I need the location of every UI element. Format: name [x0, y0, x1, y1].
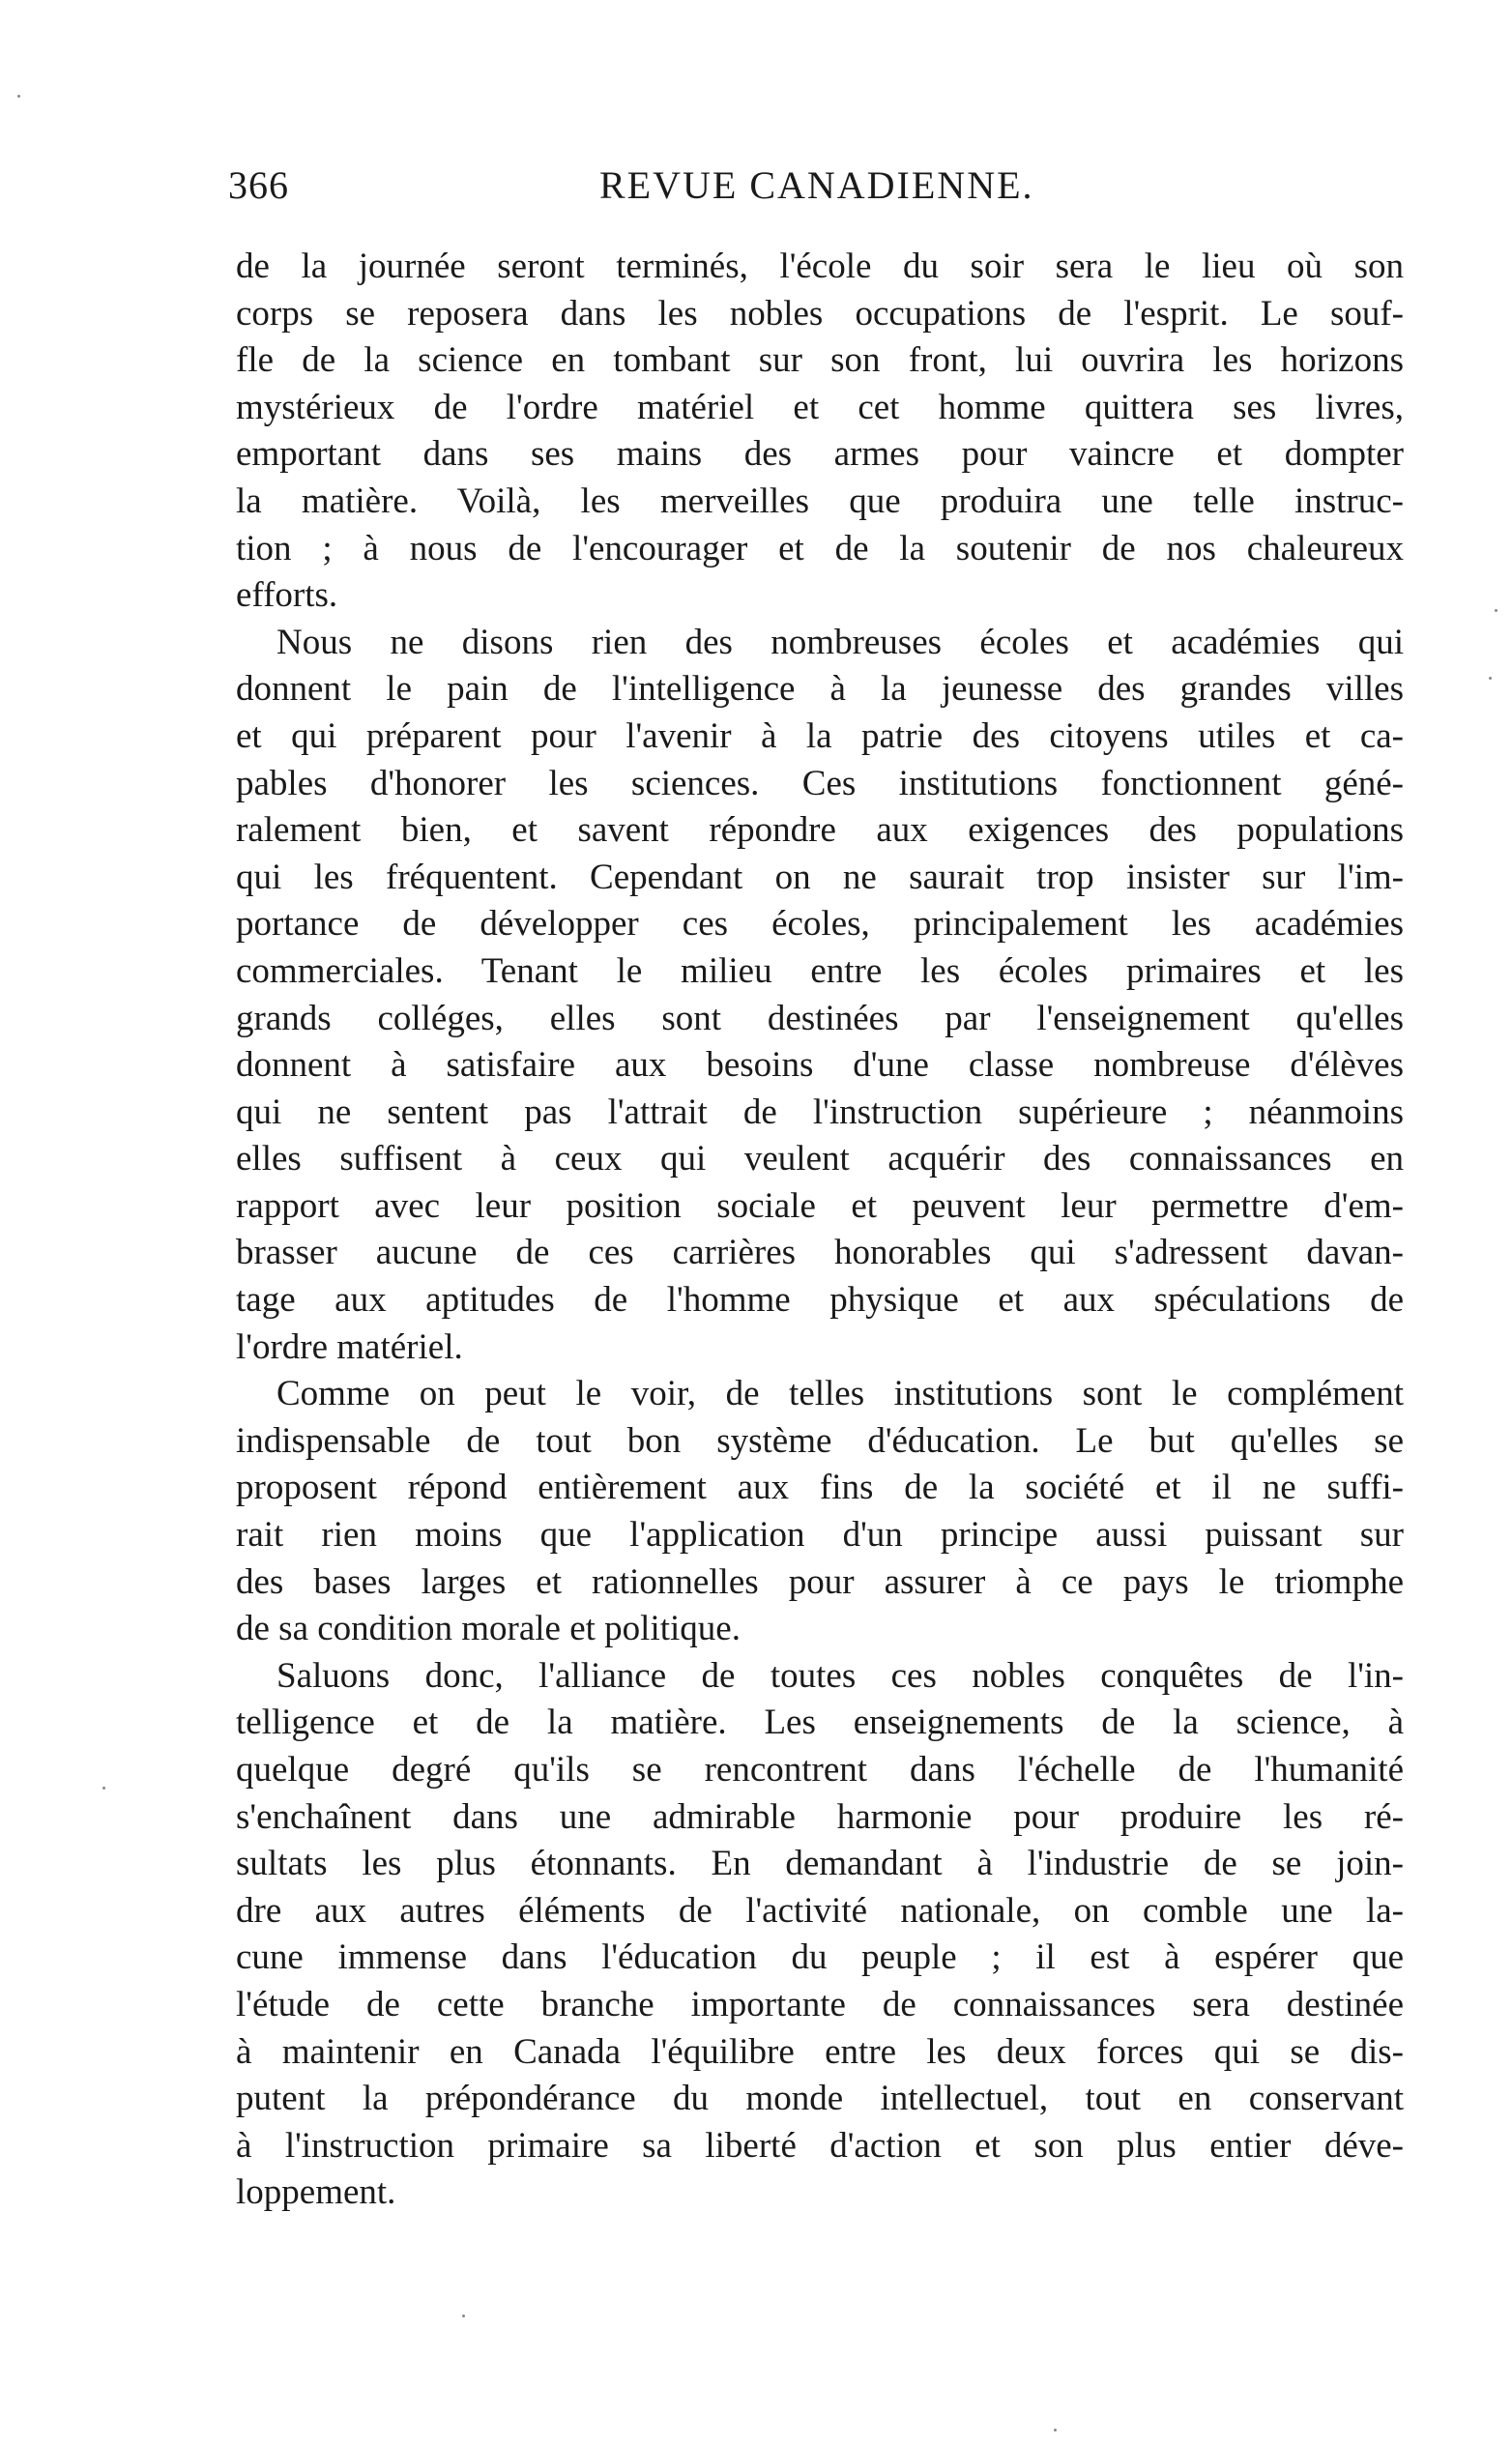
text-line: à l'instruction primaire sa liberté d'action et son plus entier déve- — [236, 2125, 1404, 2166]
paper-speck — [462, 2315, 465, 2317]
paper-speck — [1495, 609, 1497, 612]
text-line: l'ordre matériel. — [236, 1326, 463, 1367]
text-line: loppement. — [236, 2172, 396, 2213]
text-line: telligence et de la matière. Les enseignements de la science, à — [236, 1703, 1404, 1743]
text-line: sultats les plus étonnants. En demandant à l'industrie de se join- — [236, 1844, 1404, 1884]
text-line: qui les fréquentent. Cependant on ne saurait trop insister sur l'im- — [236, 857, 1404, 897]
text-line: grands colléges, elles sont destinées par l'enseignement qu'elles — [236, 998, 1404, 1038]
text-line: donnent le pain de l'intelligence à la jeunesse des grandes villes — [236, 669, 1404, 710]
text-line: brasser aucune de ces carrières honorables qui s'adressent davan- — [236, 1233, 1404, 1273]
text-line: tage aux aptitudes de l'homme physique et aux spéculations de — [236, 1280, 1404, 1321]
paper-speck — [102, 1787, 105, 1790]
page-number: 366 — [228, 163, 289, 207]
text-line: tion ; à nous de l'encourager et de la soutenir de nos chaleureux — [236, 528, 1404, 568]
text-line: Comme on peut le voir, de telles institutions sont le complément — [276, 1374, 1404, 1414]
text-line: à maintenir en Canada l'équilibre entre les deux forces qui se dis- — [236, 2031, 1404, 2072]
text-line: portance de développer ces écoles, principalement les académies — [236, 904, 1404, 945]
text-line: donnent à satisfaire aux besoins d'une classe nombreuse d'élèves — [236, 1045, 1404, 1086]
page-header — [228, 162, 1241, 220]
text-line: corps se reposera dans les nobles occupations de l'esprit. Le souf- — [236, 293, 1404, 334]
text-line: rapport avec leur position sociale et peuvent leur permettre d'em- — [236, 1185, 1404, 1226]
text-line: de la journée seront terminés, l'école du soir sera le lieu où son — [236, 247, 1404, 286]
text-line: dre aux autres éléments de l'activité nationale, on comble une la- — [236, 1890, 1404, 1931]
text-line: elles suffisent à ceux qui veulent acquérir des connaissances en — [236, 1139, 1404, 1179]
body-text — [236, 244, 1404, 2217]
text-line: putent la prépondérance du monde intellectuel, tout en conservant — [236, 2079, 1404, 2119]
text-line: cune immense dans l'éducation du peuple ; il est à espérer que — [236, 1937, 1404, 1978]
text-line: ralement bien, et savent répondre aux exigences des populations — [236, 810, 1404, 851]
running-title: REVUE CANADIENNE. — [599, 163, 1034, 207]
text-line: la matière. Voilà, les merveilles que produira une telle instruc- — [236, 480, 1404, 521]
text-line: emportant dans ses mains des armes pour vaincre et dompter — [236, 434, 1404, 475]
text-line: l'étude de cette branche importante de connaissances sera destinée — [236, 1984, 1404, 2024]
text-line: des bases larges et rationnelles pour assurer à ce pays le triomphe — [236, 1561, 1404, 1602]
text-line: fle de la science en tombant sur son front, lui ouvrira les horizons — [236, 340, 1404, 381]
paper-speck — [1054, 2429, 1057, 2431]
text-line: indispensable de tout bon système d'éducation. Le but qu'elles se — [236, 1420, 1404, 1461]
text-line: Saluons donc, l'alliance de toutes ces nobles conquêtes de l'in- — [276, 1655, 1404, 1696]
text-line: s'enchaînent dans une admirable harmonie pour produire les ré- — [236, 1796, 1404, 1837]
text-line: de sa condition morale et politique. — [236, 1609, 741, 1649]
text-line: Nous ne disons rien des nombreuses écoles et académies qui — [276, 622, 1404, 662]
paper-speck — [17, 95, 20, 98]
text-line: efforts. — [236, 575, 338, 616]
text-line: qui ne sentent pas l'attrait de l'instruction supérieure ; néanmoins — [236, 1092, 1404, 1132]
text-line: commerciales. Tenant le milieu entre les écoles primaires et les — [236, 950, 1404, 991]
text-line: proposent répond entièrement aux fins de la société et il ne suffi- — [236, 1468, 1404, 1508]
text-line: et qui préparent pour l'avenir à la patrie des citoyens utiles et ca- — [236, 715, 1404, 756]
text-line: rait rien moins que l'application d'un principe aussi puissant sur — [236, 1515, 1404, 1556]
text-line: mystérieux de l'ordre matériel et cet homme quittera ses livres, — [236, 387, 1404, 427]
text-line: pables d'honorer les sciences. Ces institutions fonctionnent géné- — [236, 763, 1404, 803]
text-line: quelque degré qu'ils se rencontrent dans l'échelle de l'humanité — [236, 1750, 1404, 1790]
paper-speck — [1489, 677, 1492, 680]
